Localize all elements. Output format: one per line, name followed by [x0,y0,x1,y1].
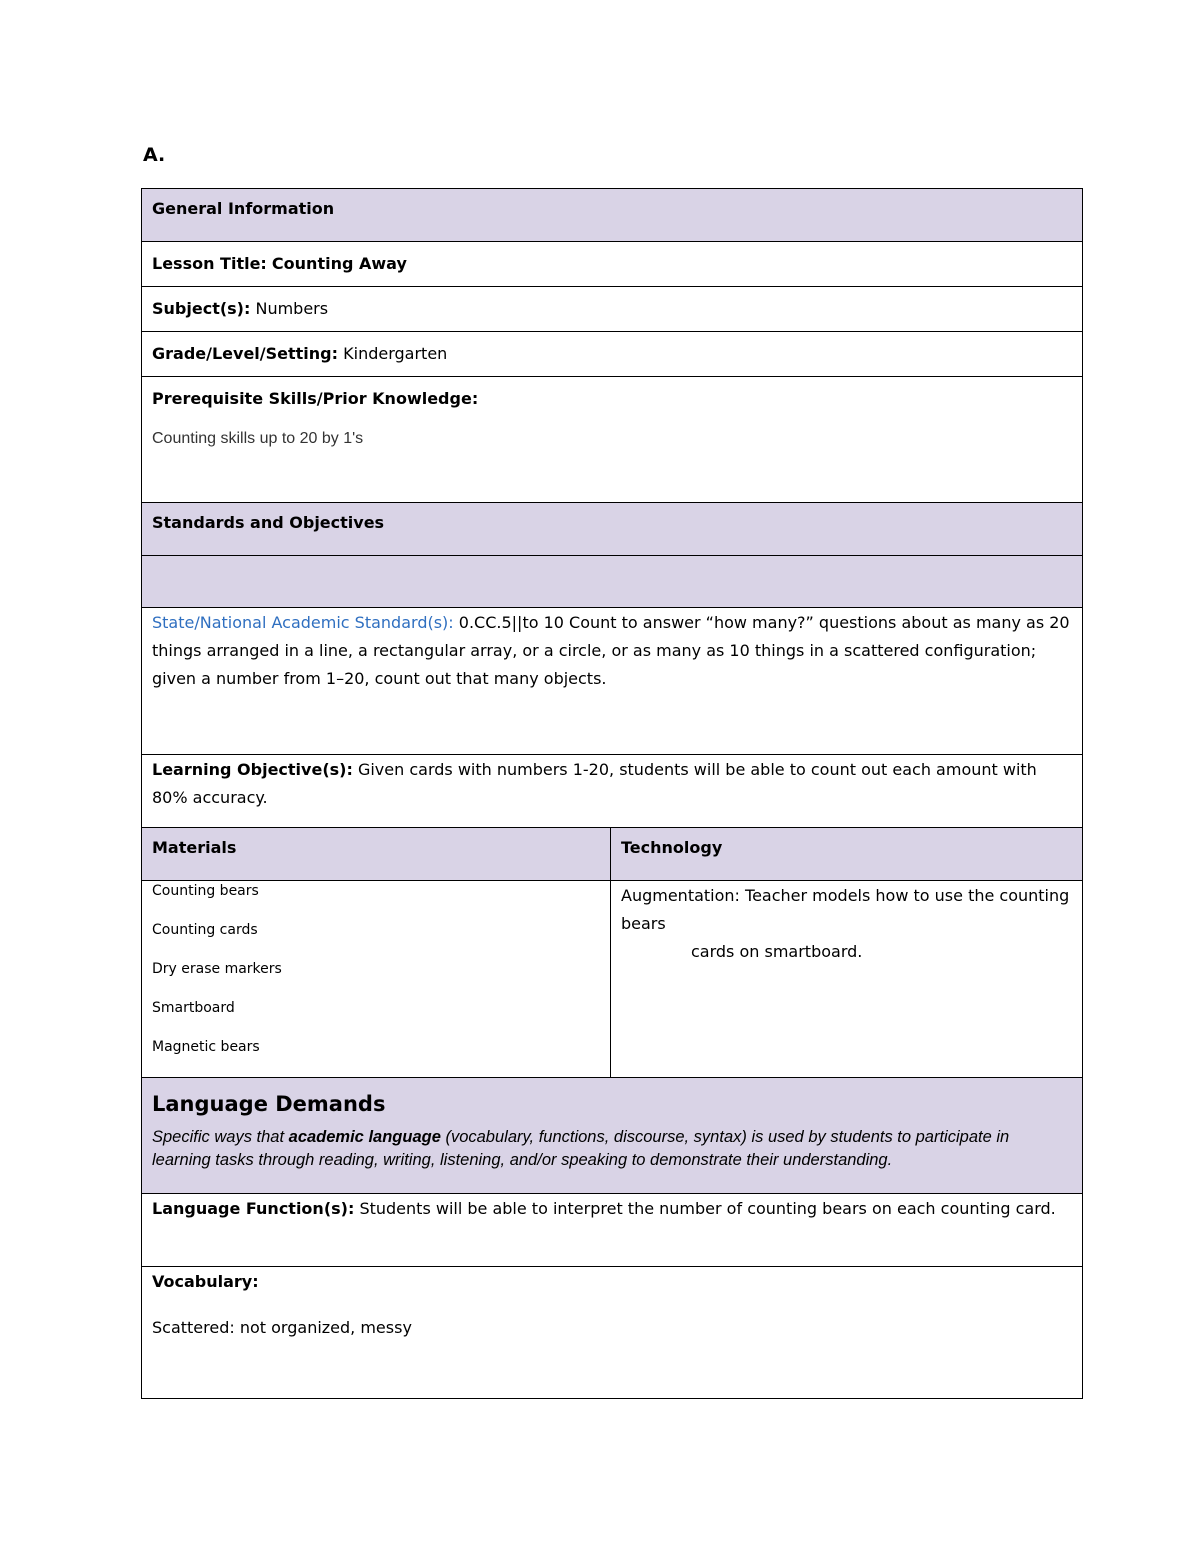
materials-list [142,881,611,1078]
learning-objective-label: Learning Objective(s): [152,760,353,779]
prerequisite-row [142,377,1083,503]
learning-objective-value: Given cards with numbers 1-20, students will be able to count out each amount with 80% accuracy. [152,760,1037,807]
lesson-plan-table [141,188,1083,1399]
prerequisite-label: Prerequisite Skills/Prior Knowledge: [152,389,479,408]
lesson-title-value: Counting Away [271,254,407,273]
language-function-value: Students will be able to interpret the number of counting bears on each counting card. [359,1199,1056,1218]
technology-line-2: cards on smartboard. [691,942,863,961]
list-item: Counting bears [152,883,259,899]
state-standard-row [142,608,1083,755]
language-function-label: Language Function(s): [152,1199,355,1218]
list-item: Magnetic bears [152,1039,260,1055]
subject-row [142,287,1083,332]
note-post: (vocabulary, functions, discourse, syntax) is used by students to participate in learning tasks through reading, writing, listening, and/or speaking to demonstrate their understanding. [152,1128,1010,1169]
page-label: A. [143,144,166,166]
standards-heading: Standards and Objectives [142,503,1083,556]
subject-label: Subject(s): [152,299,251,318]
state-standard-value: 0.CC.5||to 10 Count to answer “how many?” questions about as many as 20 things arranged in a line, a rectangular array, or a circle, or as many as 10 things in a scattered configuration; given a number from 1–20, count out that many objects. [152,613,1070,688]
language-demands-heading: Language Demands [152,1092,386,1116]
list-item: Smartboard [152,1000,235,1016]
vocabulary-value: Scattered: not organized, messy [152,1318,412,1337]
vocabulary-label: Vocabulary: [152,1272,259,1291]
technology-heading: Technology [611,828,1083,881]
grade-label: Grade/Level/Setting: [152,344,339,363]
technology-content [611,881,1083,1078]
general-information-heading: General Information [142,189,1083,242]
lesson-title-label: Lesson Title: [152,254,267,273]
materials-heading: Materials [142,828,611,881]
note-pre: Specific ways that [152,1128,289,1146]
language-demands-note [152,1126,1072,1172]
list-item: Counting cards [152,922,258,938]
lesson-title-row [142,242,1083,287]
standards-blank-row [142,556,1083,608]
language-function-row [142,1194,1083,1267]
subject-value: Numbers [255,299,329,318]
vocabulary-row [142,1267,1083,1399]
grade-value: Kindergarten [343,344,448,363]
state-standard-label: State/National Academic Standard(s): [152,613,454,632]
prerequisite-value: Counting skills up to 20 by 1's [152,430,364,447]
technology-line-1: Augmentation: Teacher models how to use the counting bears [621,886,1070,933]
grade-row [142,332,1083,377]
list-item: Dry erase markers [152,961,282,977]
language-demands-cell [142,1078,1083,1194]
note-bold: academic language [288,1128,441,1146]
learning-objective-row [142,755,1083,828]
